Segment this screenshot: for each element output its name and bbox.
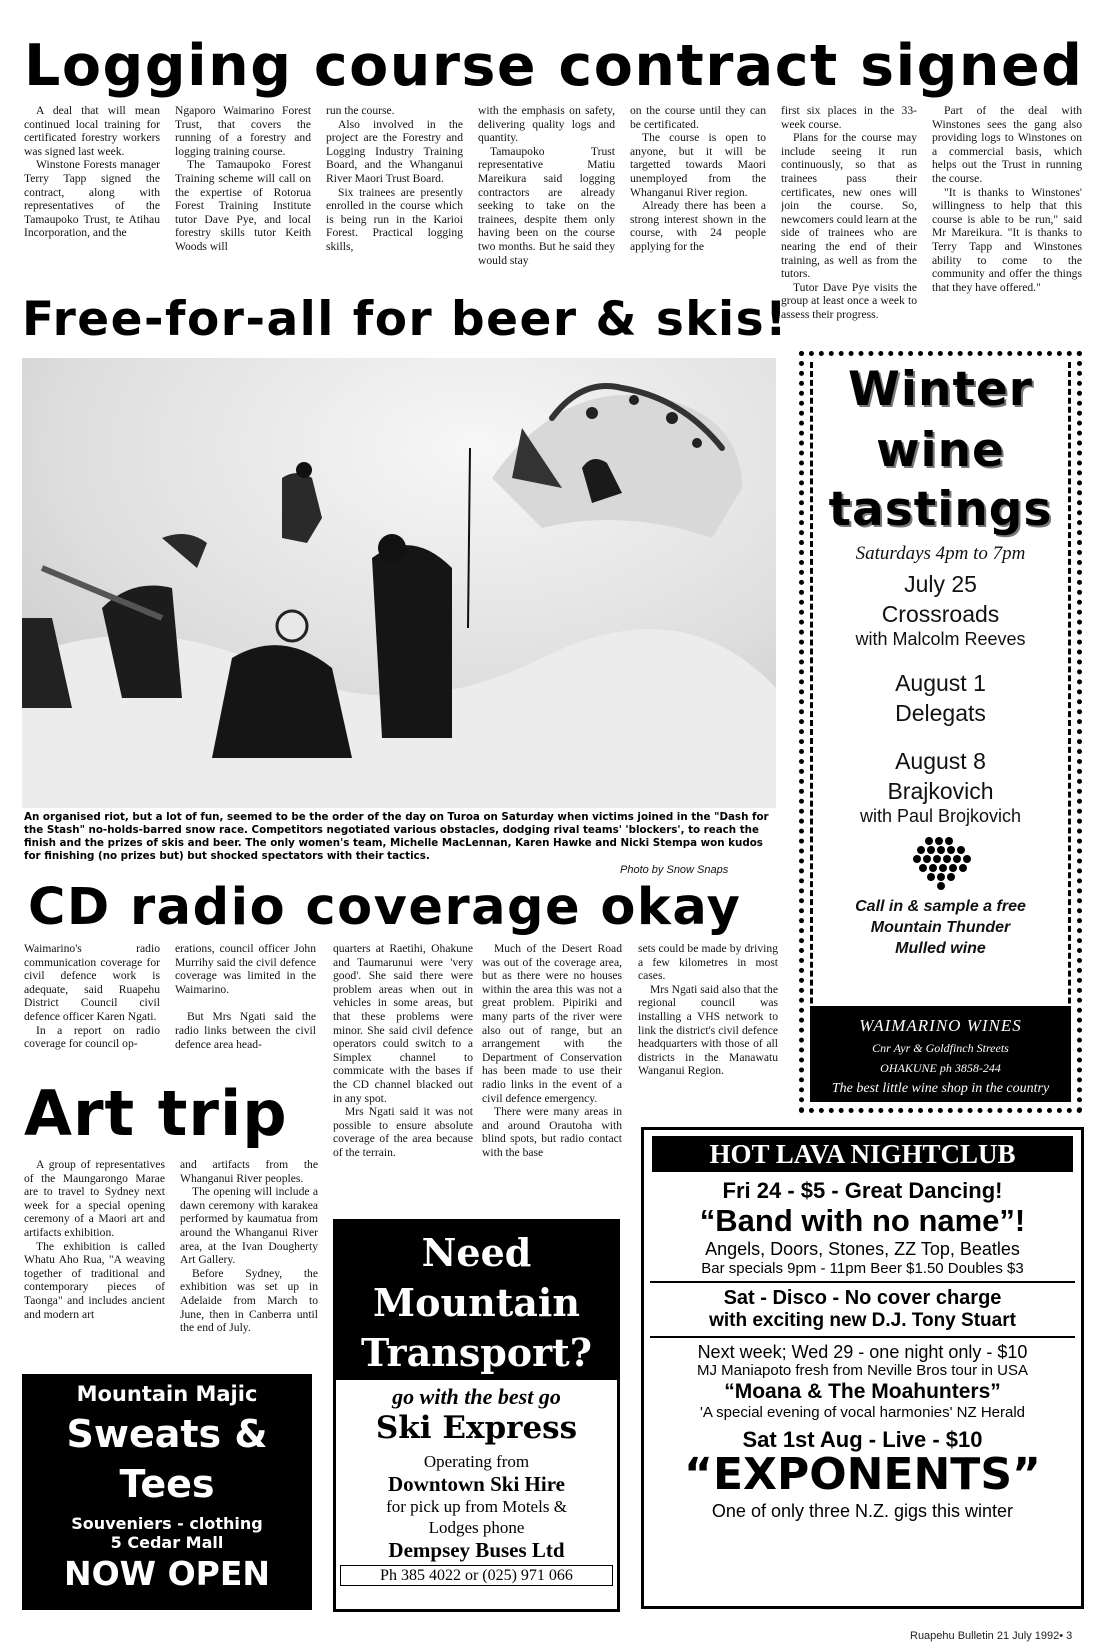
headline-art-trip: Art trip [24,1077,288,1150]
article-paragraph: But Mrs Ngati said the radio links between the civil defence area head- [175,1010,316,1051]
majic-line-2: Sweats & [66,1412,268,1456]
article-paragraph: Mrs Ngati said also that the regional council was installing a VHS network to link the district's civil defence headquarters with those of all districts in the Manawatu Wanganui Region. [638,982,778,1078]
article-paragraph: Mrs Ngati said it was not possible to ensure absolute coverage of the area because of the terrain. [333,1105,473,1159]
logging-col-6 [781,104,917,348]
article-paragraph: Part of the deal with Winstones sees the gang also providing logs to Winstones on a commercial basis, which helps out the Trust in running the course. [932,104,1082,185]
wine-call-1: Call in & sample a free [855,898,1026,915]
wine-date-1: July 25 [904,571,977,597]
majic-line-5: 5 Cedar Mall [110,1533,224,1552]
article-paragraph: erations, council officer John Murrihy said the civil defence coverage was limited in the Waimarino. [175,942,316,996]
wine-with-1: with Malcolm Reeves [855,629,1026,649]
transport-line-7: Dempsey Buses Ltd [388,1537,565,1562]
cd-col-1 [24,942,160,1062]
logging-col-7 [932,104,1082,348]
transport-line-8: Ph 385 4022 or (025) 971 066 [340,1565,613,1586]
art-col-2 [180,1158,318,1368]
wine-shop-phone: OHAKUNE ph 3858-244 [880,1061,1001,1075]
article-paragraph: "It is thanks to Winstones' willingness to help that this course is able to be run," said Mr Mareikura. "It is thanks to Terry Tapp and Winstones ability to come to the community and offer the things that they have offered." [932,185,1082,294]
article-paragraph: Six trainees are presently enrolled in the course which is being run in the Karioi Forest. Practical logging skills, [326,185,463,253]
wine-shop-slogan: The best little wine shop in the country [831,1081,1050,1096]
wine-title-line2: wine [876,423,1005,478]
article-paragraph: Winstone Forests manager Terry Tapp signed the contract, along with representatives of the Tamaupoko Trust, te Atihau Incorporation, and the [24,158,160,240]
article-paragraph: Ngaporo Waimarino Forest Trust, that covers the running of a forestry and logging training course. [175,104,311,158]
lava-title: HOT LAVA NIGHTCLUB [652,1136,1073,1172]
lava-line-5: Sat - Disco - No cover charge [723,1286,1002,1309]
snow-race-illustration [22,358,776,808]
article-paragraph: first six places in the 33-week course. [781,104,917,131]
article-paragraph: Also involved in the project are the Forestry and Logging Industry Training Board, and the Whanganui River Maori Trust Board. [326,117,463,185]
wine-act-1: Crossroads [881,601,1000,627]
lava-line-1: Fri 24 - $5 - Great Dancing! [722,1178,1003,1203]
lava-divider [650,1336,1075,1338]
wine-act-2: Delegats [895,700,986,726]
lava-line-2: “Band with no name”! [699,1203,1026,1239]
article-paragraph: There were many areas in and around Orautoha with blind spots, but radio contact with the base [482,1105,622,1159]
majic-line-3: Tees [119,1462,215,1506]
article-paragraph: The course is open to anyone, but it will be targetted towards Maori unemployed from the Whanganui River region. [630,131,766,199]
snow-race-photo [22,358,776,808]
lava-line-6: with exciting new D.J. Tony Stuart [709,1309,1016,1331]
wine-shop-address: Cnr Ayr & Goldfinch Streets [872,1041,1009,1055]
article-paragraph: A group of representatives of the Maungarongo Marae are to travel to Sydney next week for a special opening ceremony of a Maori art and artifacts exhibition. [24,1158,165,1239]
transport-title-2: Mountain [373,1280,580,1325]
article-paragraph: and artifacts from the Whanganui River peoples. [180,1158,318,1185]
wine-act-3: Brajkovich [887,778,994,804]
logging-col-2 [175,104,311,280]
headline-beer-skis: Free-for-all for beer & skis! [22,292,789,347]
art-col-1 [24,1158,165,1368]
article-paragraph: Tamaupoko Trust representative Matiu Mareikura said logging contractors are already seeking to take on the trainees, despite them only having been on the course two months. But he said they would stay [478,144,615,267]
logging-col-5 [630,104,766,280]
transport-title-3: Transport? [361,1330,592,1375]
lava-line-10: 'A special evening of vocal harmonies' NZ Herald [699,1403,1026,1421]
cd-col-4 [482,942,622,1212]
logging-col-4 [478,104,615,280]
wine-date-2: August 1 [895,670,986,696]
photo-credit: Photo by Snow Snaps [620,864,729,876]
article-paragraph: on the course until they can be certificated. [630,104,766,131]
article-paragraph: The opening will include a dawn ceremony with karakea performed by kaumatua from around the Whanganui River area, at the Ivan Dougherty Art Gallery. [180,1185,318,1267]
wine-shop-panel [810,1006,1071,1102]
lava-line-3: Angels, Doors, Stones, ZZ Top, Beatles [705,1238,1020,1259]
majic-line-1: Mountain Majic [76,1382,258,1406]
transport-line-2: Ski Express [375,1410,578,1447]
wine-call-3: Mulled wine [895,940,986,957]
lava-line-9: “Moana & The Moahunters” [724,1379,1001,1403]
article-paragraph: Tutor Dave Pye visits the group at least once a week to assess their progress. [781,280,917,321]
transport-line-3: Operating from [423,1451,530,1471]
article-paragraph: quarters at Raetihi, Ohakune and Taumarunui were 'very good'. She said there were problem areas when out in vehicles in some areas, but that these problems were minor. She said civil defence operators could switch to a Simplex channel to commicate with the bases if the CD channel blacked out in any spot. [333,942,473,1105]
transport-line-6: Lodges phone [428,1517,525,1537]
cd-col-3 [333,942,473,1212]
lava-line-11: Sat 1st Aug - Live - $10 [742,1427,983,1453]
wine-date-3: August 8 [895,748,986,774]
article-paragraph: Waimarino's radio communication coverage for civil defence work is adequate, said Ruapehu District Council civil defence officer Karen Ngati. [24,942,160,1023]
majic-line-4: Souveniers - clothing [71,1514,263,1533]
article-paragraph: sets could be made by driving a few kilometres in most cases. [638,942,778,983]
cd-col-5 [638,942,778,1117]
mountain-transport-ad [333,1219,620,1612]
article-paragraph: Plans for the course may include seeing it run continuously, so that as trainees pass their certificates, new ones will join the course. So, newcomers could learn at the side of trainees who are nearing the end of their training, as well as from the tutors. [781,131,917,281]
wine-title-line1: Winter [848,362,1033,417]
article-paragraph: Much of the Desert Road was out of the coverage area, but as there were no houses within the area this was not a great problem. Pipiriki and many parts of the river were also out of range, but an arrangement with the Department of Conservation has been made to use their radio links in the event of a civil defence emergency. [482,942,622,1105]
transport-header [336,1222,617,1380]
lava-line-7: Next week; Wed 29 - one night only - $10 [697,1341,1028,1362]
winter-wine-ad [799,351,1082,1113]
logging-col-3 [326,104,463,280]
lava-divider [650,1281,1075,1283]
transport-line-4: Downtown Ski Hire [388,1471,565,1496]
article-paragraph: run the course. [326,104,395,117]
majic-line-6: NOW OPEN [64,1554,270,1593]
wine-with-3: with Paul Brojkovich [859,806,1022,826]
headline-cd-radio: CD radio coverage okay [28,878,742,937]
article-paragraph: The exhibition is called Whatu Aho Rua, "A weaving together of traditional and contemporary pieces of Taonga" and includes ancient and modern art [24,1239,165,1321]
transport-line-1: go with the best go [392,1384,561,1409]
lava-line-8: MJ Maniapoto fresh from Neville Bros tour in USA [697,1362,1028,1380]
transport-title-1: Need [421,1230,532,1275]
article-paragraph: with the emphasis on safety, delivering quality logs and quantity. [478,104,615,145]
article-paragraph: Already there has been a strong interest shown in the course, with 24 people applying for the [630,199,766,253]
ad-border [810,362,1071,1102]
article-paragraph: A deal that will mean continued local training for certificated forestry workers was signed last week. [24,104,160,158]
photo-caption: An organised riot, but a lot of fun, seemed to be the order of the day on Turoa on Saturday when victims joined in the "Dash for the Stash" no-holds-barred snow race. Competitors negotiated various obstacles, dodging rival teams' 'blockers', to reach the finish and the prizes of skis and beer. The only women's team, Michelle MacLennan, Karen Hawke and Nicki Stempa won kudos for finishing (no prizes but) but shocked spectators with their tactics. [24,811,769,862]
wine-call-2: Mountain Thunder [870,919,1011,936]
lava-line-12: “EXPONENTS” [684,1449,1041,1501]
wine-schedule: Saturdays 4pm to 7pm [855,543,1026,564]
hot-lava-ad [641,1127,1084,1609]
lava-line-13: One of only three N.Z. gigs this winter [711,1500,1014,1521]
mountain-majic-ad [22,1374,312,1610]
lava-line-4: Bar specials 9pm - 11pm Beer $1.50 Doubles $3 [701,1259,1024,1277]
cd-col-2 [175,942,316,1062]
transport-line-5: for pick up from Motels & [386,1497,567,1517]
article-paragraph: The Tamaupoko Forest Training scheme will call on the expertise of Rotorua Forest Training Institute tutor Dave Pye, and local forestry skills tutor Keith Woods will [175,158,311,253]
article-paragraph: Before Sydney, the exhibition was set up in Adelaide from March to June, then in Canberra until the end of July. [180,1266,318,1335]
page-footer: Ruapehu Bulletin 21 July 1992• 3 [910,1630,1073,1642]
logging-col-1 [24,104,160,280]
article-paragraph: In a report on radio coverage for council op- [24,1023,160,1051]
headline-logging: Logging course contract signed [24,33,1084,99]
wine-title-line3: tastings [828,482,1053,537]
wine-shop-name: WAIMARINO WINES [859,1016,1022,1035]
